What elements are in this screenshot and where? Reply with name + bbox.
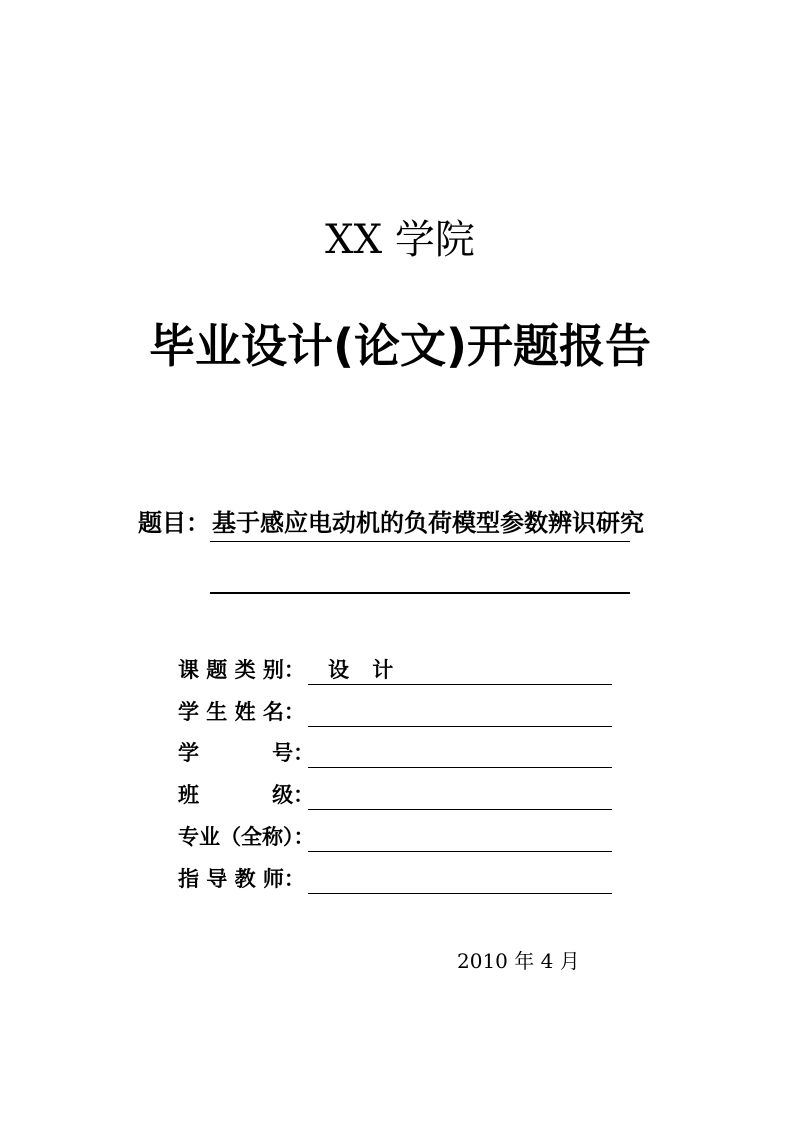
field-underline bbox=[308, 726, 612, 727]
field-underline bbox=[308, 767, 612, 768]
field-advisor bbox=[178, 864, 618, 898]
field-underline bbox=[308, 851, 612, 852]
field-category bbox=[178, 655, 618, 689]
field-label: 指 导 教 师： bbox=[178, 867, 305, 891]
topic-second-line bbox=[210, 592, 630, 594]
field-label: 专业（全称）： bbox=[178, 825, 315, 849]
field-underline bbox=[308, 684, 612, 685]
school-name: XX 学院 bbox=[325, 217, 475, 263]
field-major bbox=[178, 822, 618, 856]
field-value: 设 计 bbox=[328, 658, 402, 682]
report-date: 2010 年 4 月 bbox=[457, 949, 580, 973]
field-student-id bbox=[178, 738, 618, 772]
topic-label: 题目： bbox=[138, 509, 210, 537]
field-label: 班 级： bbox=[178, 783, 315, 807]
field-underline bbox=[308, 893, 612, 894]
field-student-name bbox=[178, 697, 618, 731]
topic-value: 基于感应电动机的负荷模型参数辨识研究 bbox=[212, 509, 644, 537]
field-label: 课 题 类 别： bbox=[178, 658, 305, 682]
field-class bbox=[178, 780, 618, 814]
field-label: 学 号： bbox=[178, 741, 315, 765]
topic-underline bbox=[210, 541, 630, 542]
report-title: 毕业设计(论文)开题报告 bbox=[148, 319, 652, 373]
field-underline bbox=[308, 809, 612, 810]
field-label: 学 生 姓 名： bbox=[178, 700, 305, 724]
